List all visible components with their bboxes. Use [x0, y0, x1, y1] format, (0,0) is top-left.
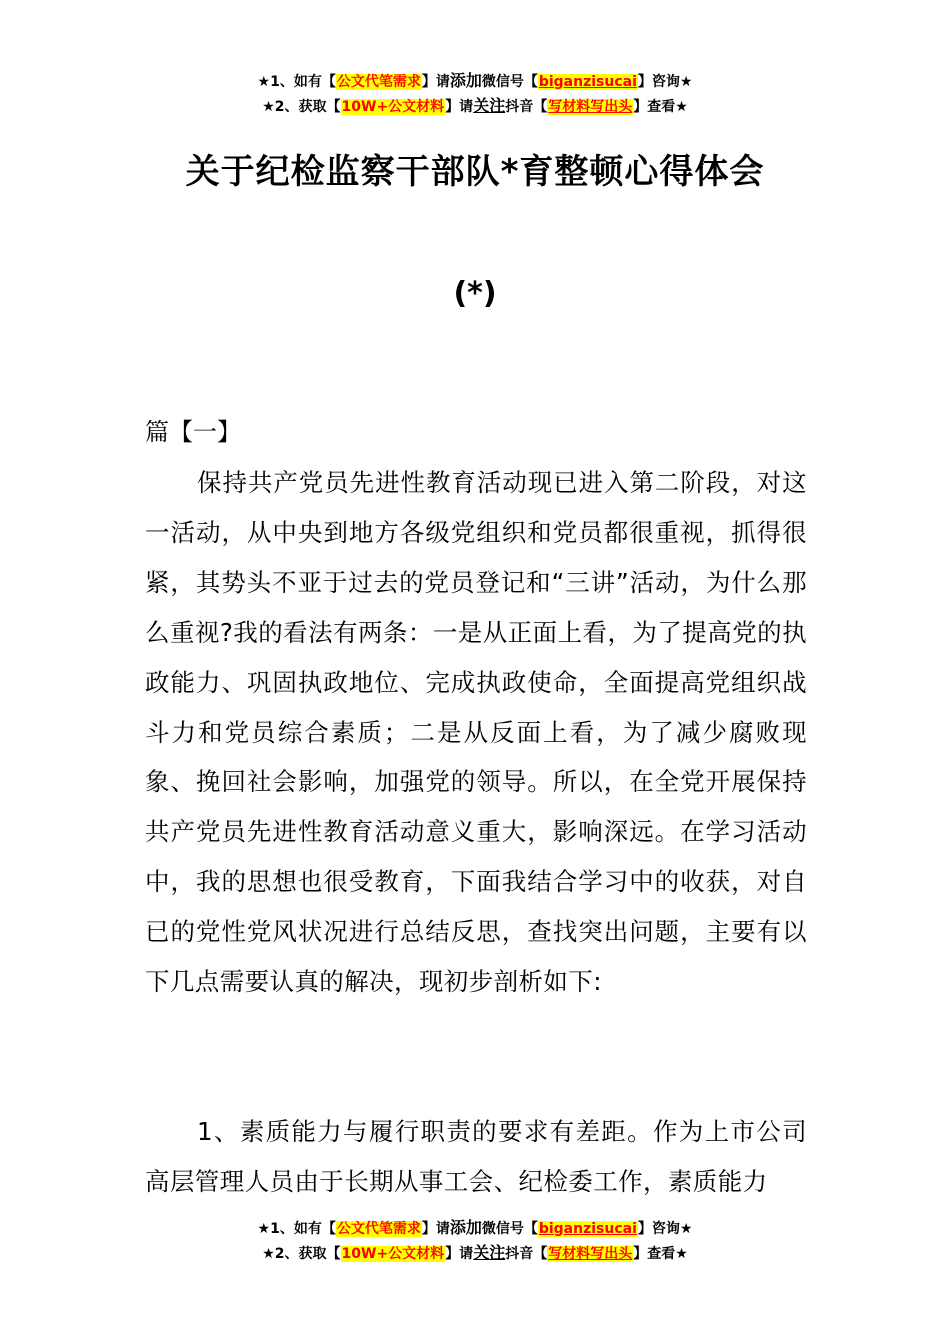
promo-line-2	[0, 1241, 950, 1266]
promo-text: ★2、获取【	[262, 1246, 341, 1262]
promo-line-1	[0, 69, 950, 94]
promo-emphasis: 添加	[449, 71, 482, 90]
promo-text: 微信号【	[481, 74, 538, 90]
promo-text: 】咨询★	[637, 74, 693, 90]
body-paragraph: 保持共产党员先进性教育活动现已进入第二阶段，对这一活动，从中央到地方各级党组织和党员都很重视，抓得很紧，其势头不亚于过去的党员登记和“三讲”活动，为什么那么重视?我的看法有两条：一是从正面上看，为了提高党的执政能力、巩固执政地位、完成执政使命，全面提高党组织战斗力和党员综合素质；二是从反面上看，为了减少腐败现象、挽回社会影响，加强党的领导。所以，在全党开展保持共产党员先进性教育活动意义重大，影响深远。在学习活动中，我的思想也很受教育，下面我结合学习中的收获，对自已的党性党风状况进行总结反思，查找突出问题，主要有以下几点需要认真的解决，现初步剖析如下:	[145, 468, 807, 997]
promo-wechat-id: biganzisucai	[538, 74, 637, 90]
promo-banner-top	[0, 69, 950, 119]
promo-emphasis: 关注	[473, 96, 506, 115]
promo-banner-bottom	[0, 1216, 950, 1266]
promo-text: 微信号【	[481, 1221, 538, 1237]
body-paragraph: 1、素质能力与履行职责的要求有差距。作为上市公司高层管理人员由于长期从事工会、纪检委工作，素质能力	[145, 1117, 807, 1196]
promo-text: 抖音【	[505, 1246, 548, 1262]
promo-text: 】请	[445, 1246, 474, 1262]
promo-highlight: 10W+公文材料	[341, 1246, 445, 1262]
promo-text: 】请	[445, 99, 474, 115]
promo-emphasis: 关注	[473, 1243, 506, 1262]
promo-douyin-id: 写材料写出头	[548, 1246, 633, 1262]
promo-text: 】查看★	[633, 1246, 688, 1262]
promo-wechat-id: biganzisucai	[538, 1221, 637, 1237]
promo-highlight: 公文代笔需求	[336, 74, 421, 90]
promo-emphasis: 添加	[449, 1218, 482, 1237]
document-title: 关于纪检监察干部队*育整顿心得体会	[185, 152, 765, 192]
promo-text: 】请	[421, 1221, 450, 1237]
promo-text: ★1、如有【	[257, 74, 336, 90]
promo-text: ★2、获取【	[262, 99, 341, 115]
promo-text: 】咨询★	[637, 1221, 693, 1237]
promo-line-2	[0, 94, 950, 119]
section-label: 篇【一】	[145, 418, 241, 446]
promo-douyin-id: 写材料写出头	[548, 99, 633, 115]
promo-text: 】请	[421, 74, 450, 90]
promo-highlight: 公文代笔需求	[336, 1221, 421, 1237]
document-subtitle: (*)	[453, 276, 497, 311]
promo-text: 】查看★	[633, 99, 688, 115]
promo-text: ★1、如有【	[257, 1221, 336, 1237]
promo-text: 抖音【	[505, 99, 548, 115]
promo-line-1	[0, 1216, 950, 1241]
promo-highlight: 10W+公文材料	[341, 99, 445, 115]
